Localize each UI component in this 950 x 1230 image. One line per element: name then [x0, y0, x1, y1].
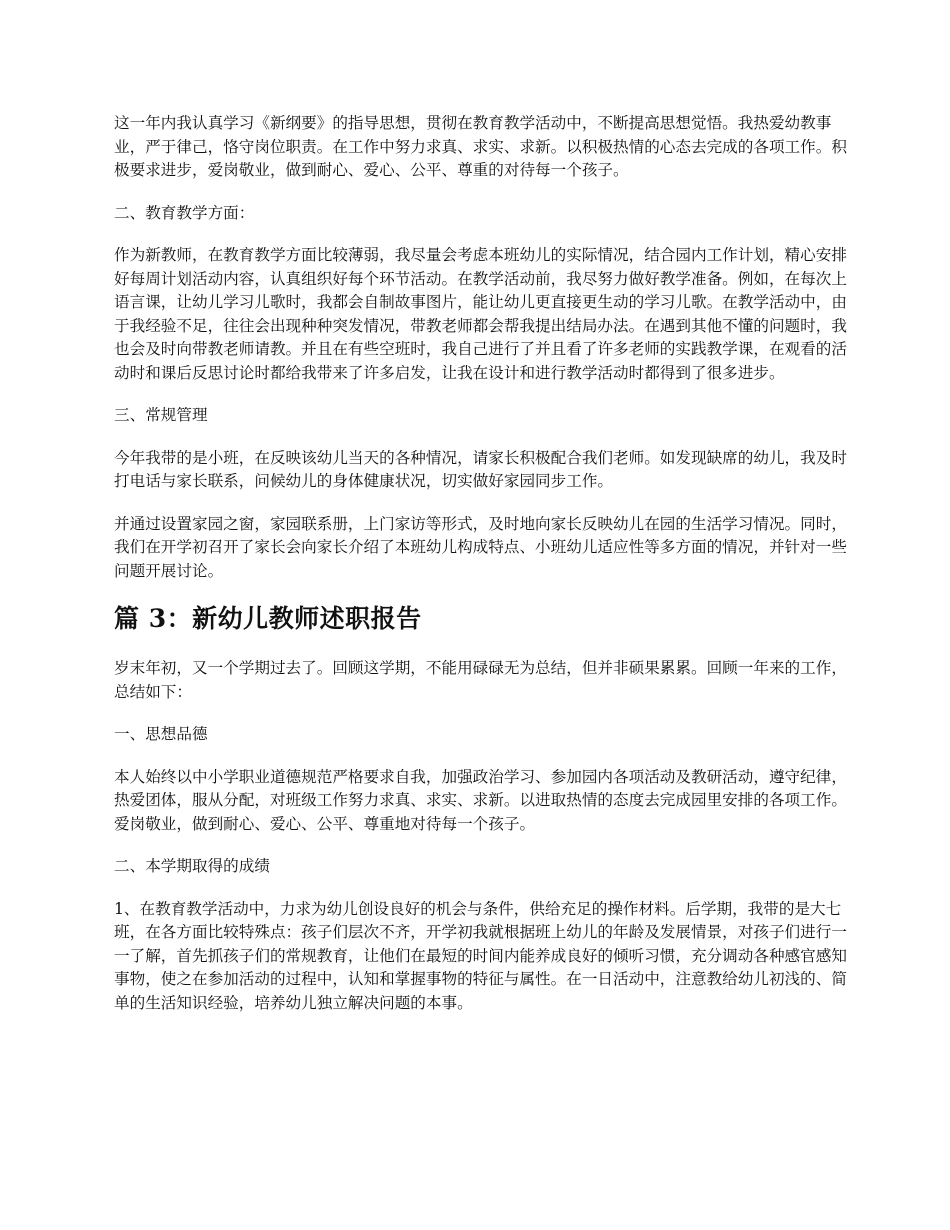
paragraph-achievements: 1、在教育教学活动中，力求为幼儿创设良好的机会与条件，供给充足的操作材料。后学期，我带的是大七班，在各方面比较特殊点：孩子们层次不齐，开学初我就根据班上幼儿的年龄及发展情景，对孩子们进行一一了解，首先抓孩子们的常规教育，让他们在最短的时间内能养成良好的倾听习惯，充分调动各种感官感知事物，使之在参加活动的过程中，认知和掌握事物的特征与属性。在一日活动中，注意教给幼儿初浅的、简单的生活知识经验，培养幼儿独立解决问题的本事。 — [114, 899, 847, 1012]
paragraph-routine-1: 今年我带的是小班，在反映该幼儿当天的各种情况，请家长积极配合我们老师。如发现缺席的幼儿，我及时打电话与家长联系，问候幼儿的身体健康状况，切实做好家园同步工作。 — [114, 448, 847, 490]
subheading-morality: 一、思想品德 — [114, 725, 208, 743]
subheading-routine-management: 三、常规管理 — [114, 406, 208, 424]
paragraph-morality: 本人始终以中小学职业道德规范严格要求自我，加强政治学习、参加园内各项活动及教研活动，遵守纪律，热爱团体，服从分配，对班级工作努力求真、求实、求新。以进取热情的态度去完成园里安排的各项工作。爱岗敬业，做到耐心、爱心、公平、尊重地对待每一个孩子。 — [114, 767, 847, 833]
document-page — [114, 112, 849, 1034]
subheading-achievements: 二、本学期取得的成绩 — [114, 857, 270, 875]
paragraph-teaching: 作为新教师，在教育教学方面比较薄弱，我尽量会考虑本班幼儿的实际情况，结合园内工作计划，精心安排好每周计划活动内容，认真组织好每个环节活动。在教学活动前，我尽努力做好教学准备。例如，在每次上语言课，让幼儿学习儿歌时，我都会自制故事图片，能让幼儿更直接更生动的学习儿歌。在教学活动中，由于我经验不足，往往会出现种种突发情况，带教老师都会帮我提出结局办法。在遇到其他不懂的问题时，我也会及时向带教老师请教。并且在有些空班时，我自己进行了并且看了许多老师的实践教学课，在观看的活动时和课后反思讨论时都给我带来了许多启发，让我在设计和进行教学活动时都得到了很多进步。 — [114, 246, 847, 382]
subheading-teaching: 二、教育教学方面： — [114, 203, 255, 222]
paragraph-intro: 岁末年初，又一个学期过去了。回顾这学期，不能用碌碌无为总结，但并非硕果累累。回顾一年来的工作，总结如下： — [114, 659, 847, 701]
section-title-part-3: 篇 3：新幼儿教师述职报告 — [114, 604, 422, 633]
paragraph-routine-2: 并通过设置家园之窗，家园联系册，上门家访等形式，及时地向家长反映幼儿在园的生活学习情况。同时，我们在开学初召开了家长会向家长介绍了本班幼儿构成特点、小班幼儿适应性等多方面的情况，并针对一些问题开展讨论。 — [114, 514, 847, 580]
paragraph-thoughts: 这一年内我认真学习《新纲要》的指导思想，贯彻在教育教学活动中，不断提高思想觉悟。我热爱幼教事业，严于律己，恪守岗位职责。在工作中努力求真、求实、求新。以积极热情的心态去完成的各项工作。积极要求进步，爱岗敬业，做到耐心、爱心、公平、尊重的对待每一个孩子。 — [114, 114, 847, 179]
